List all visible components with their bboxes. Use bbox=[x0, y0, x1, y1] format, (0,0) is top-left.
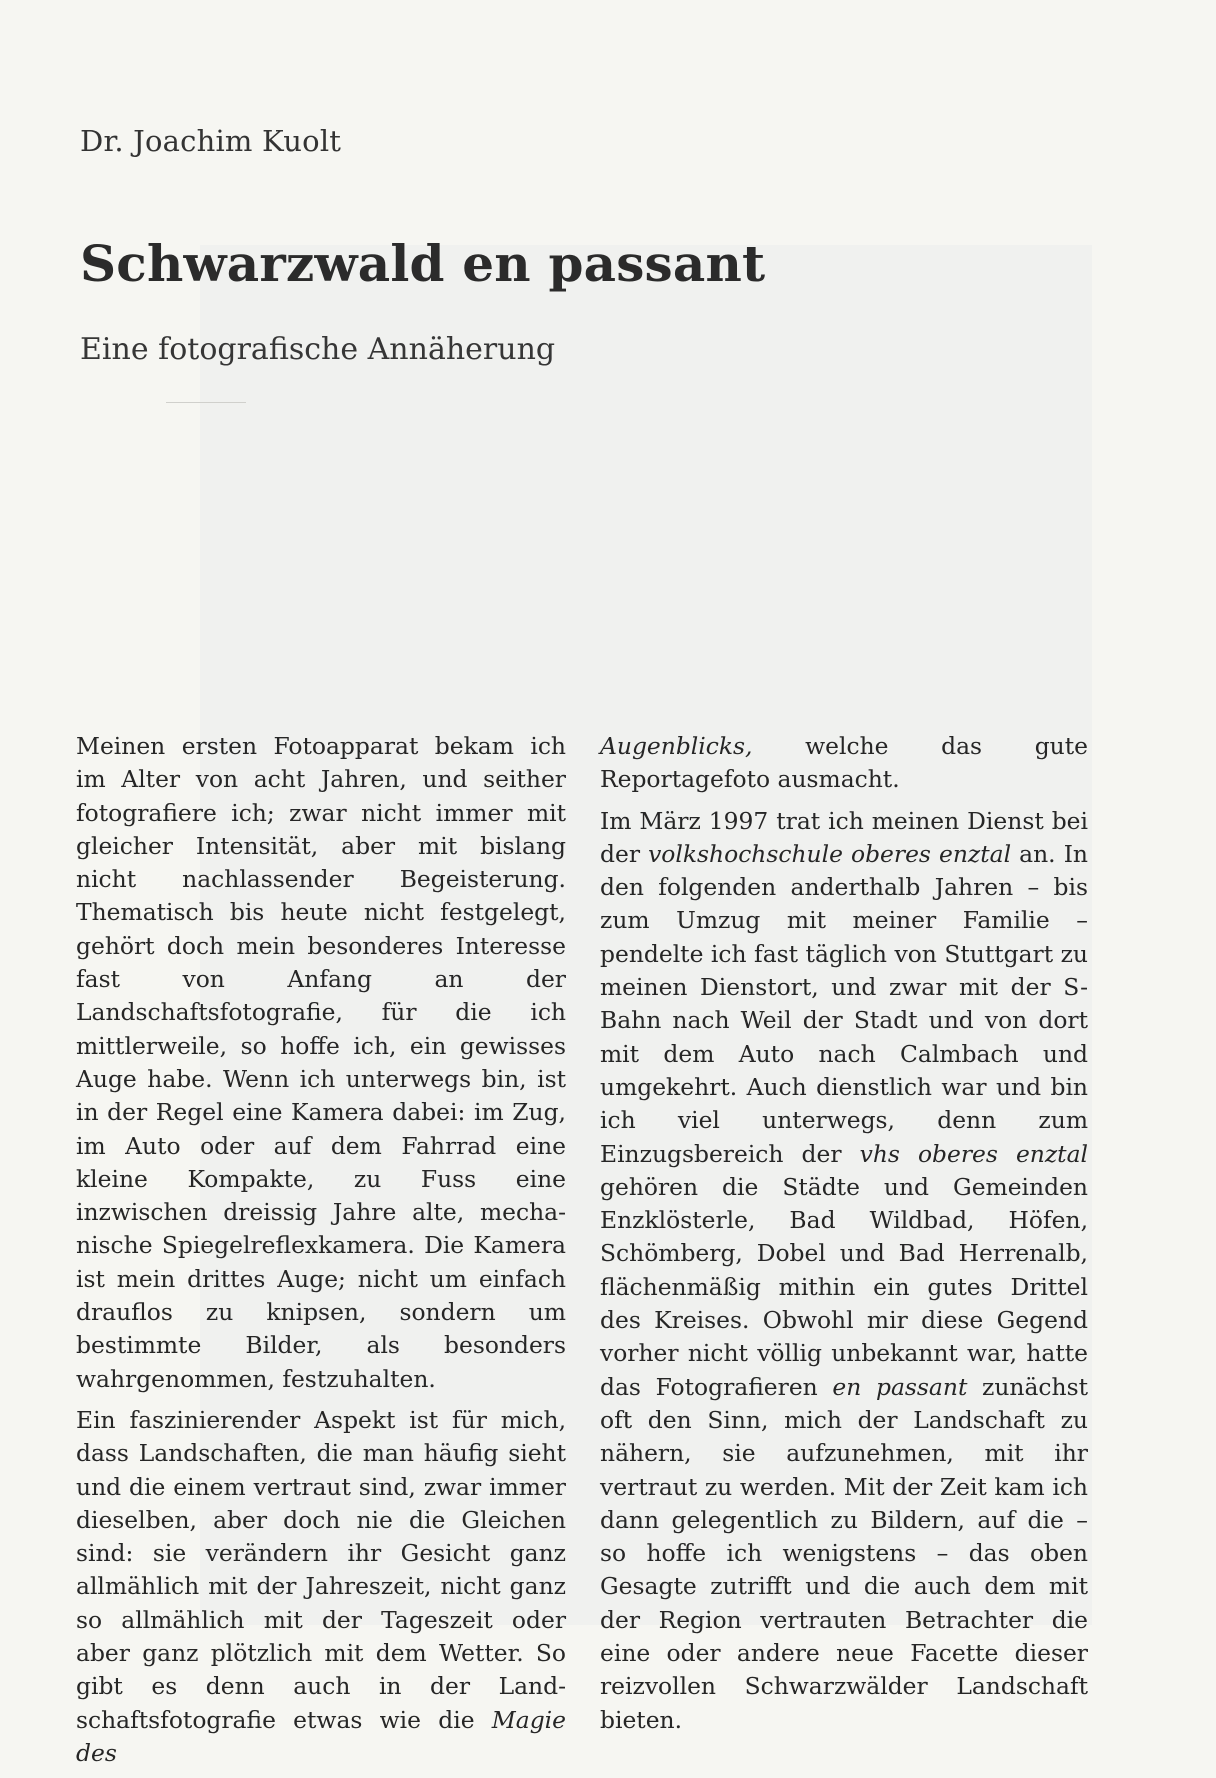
paragraph-text: zunächst oft den Sinn, mich der Landschaft zu nähern, sie aufzunehmen, mit ihr vertraut zu werden. Mit der Zeit kam ich dann gelegentlich zu Bildern, auf die – so hoffe ich wenigstens – das oben Gesagte zutrifft und die auch dem mit der Region vertrauten Betrachter die eine oder andere neue Facette dieser reizvollen Schwarzwälder Landschaft bieten. bbox=[600, 1372, 1088, 1734]
emphasis: Magie des bbox=[76, 1705, 566, 1767]
paragraph bbox=[600, 730, 1088, 797]
paragraph bbox=[76, 1404, 566, 1770]
article-subtitle: Eine fotografische Annäherung bbox=[80, 332, 556, 367]
emphasis: Augenblicks, bbox=[600, 732, 753, 760]
paragraph-text: gehören die Städte und Gemeinden Enzklösterle, Bad Wildbad, Höfen, Schömberg, Dobel und Bad Herrenalb, flächenmäßig mithin ein gutes Drittel des Kreises. Obwohl mir diese Gegend vorher nicht völlig unbekannt war, hatte das Fotografieren bbox=[600, 1172, 1088, 1401]
text-column-right bbox=[600, 730, 1088, 1745]
paragraph-text: welche das gute Reportagefoto ausmacht. bbox=[600, 732, 1088, 794]
paragraph-text: Im März 1997 trat ich meinen Dienst bei der bbox=[600, 806, 1088, 868]
emphasis: vhs oberes enztal bbox=[859, 1139, 1089, 1168]
emphasis: en passant bbox=[832, 1372, 968, 1401]
article-title: Schwarzwald en passant bbox=[80, 234, 766, 293]
author-name: Dr. Joachim Kuolt bbox=[80, 124, 342, 158]
paragraph: Meinen ersten Fotoapparat bekam ich im Alter von acht Jahren, und seither fotografiere ich; zwar nicht immer mit gleicher Intensität, aber mit bislang nicht nachlassender Begeisterung. Thematisch bis heute nicht festgelegt, gehört doch mein besonderes Interesse fast von Anfang an der Landschaftsfotografie, für die ich mittlerweile, so hoffe ich, ein gewisses Auge habe. Wenn ich unterwegs bin, ist in der Regel eine Kamera dabei: im Zug, im Auto oder auf dem Fahrrad eine kleine Kompakte, zu Fuss eine inzwischen dreissig Jahre alte, mechanische Spiegelreflexkamera. Die Kamera ist mein drittes Auge; nicht um einfach drauflos zu knipsen, sondern um bestimmte Bilder, als besonders wahrgenommen, festzuhalten. bbox=[76, 732, 566, 1393]
paragraph-text: an. In den folgenden anderthalb Jahren – bis zum Umzug mit meiner Familie – pendelte ich fast täglich von Stuttgart zu meinen Dienstort, und zwar mit der S-Bahn nach Weil der Stadt und von dort mit dem Auto nach Calmbach und umgekehrt. Auch dienstlich war und bin ich viel unterwegs, denn zum Einzugsbereich der bbox=[600, 839, 1088, 1168]
emphasis: volkshochschule oberes enztal bbox=[648, 839, 1012, 868]
paragraph bbox=[600, 805, 1088, 1737]
text-column-left bbox=[76, 730, 566, 1778]
paragraph-text: Ein faszinierender Aspekt ist für mich, dass Landschaften, die man häufig sieht und die einem vertraut sind, zwar immer dieselben, aber doch nie die Gleichen sind: sie verändern ihr Gesicht ganz allmählich mit der Jahreszeit, nicht ganz so allmählich mit der Tageszeit oder aber ganz plötzlich mit dem Wetter. So gibt es denn auch in der Landschaftsfotografie etwas wie die bbox=[76, 1405, 566, 1734]
decorative-rule bbox=[166, 402, 246, 403]
